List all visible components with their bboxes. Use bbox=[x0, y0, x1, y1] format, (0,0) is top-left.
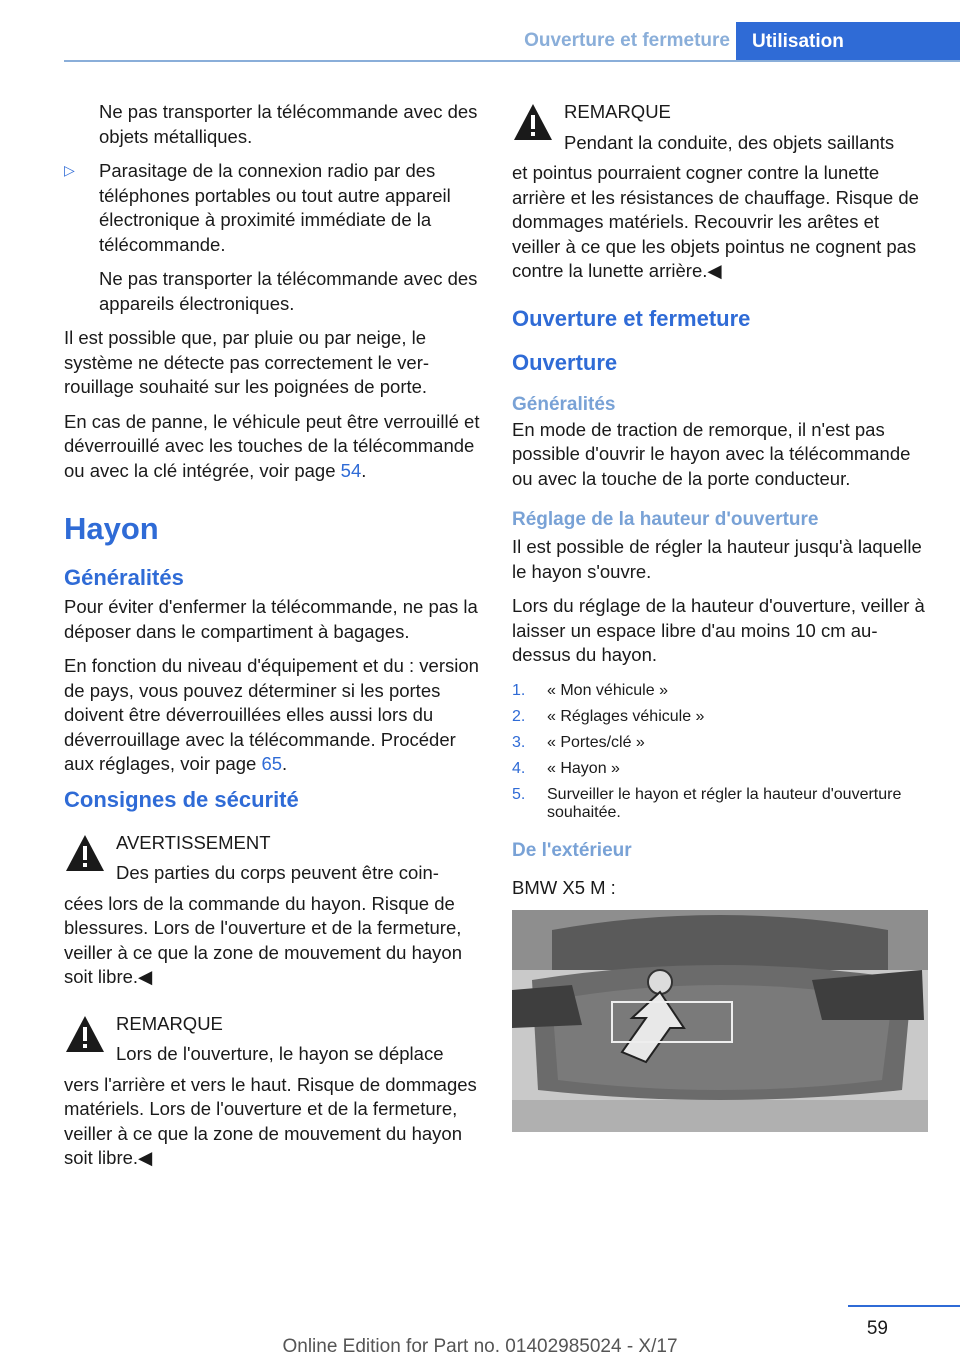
header-section-title: Ouverture et fermeture bbox=[524, 30, 730, 51]
left-column bbox=[64, 100, 480, 1193]
paragraph: En mode de traction de remorque, il n'est pas possible d'ouvrir le hayon avec la télécommande ou avec la touche de la porte conducteur. bbox=[512, 418, 911, 489]
notice-text: Lors de l'ouverture, le hayon se déplace bbox=[116, 1043, 444, 1064]
right-column bbox=[512, 100, 928, 1132]
bullet-text: Parasitage de la connexion radio par des téléphones portables ou tout autre appareil électronique à proximité immédiate de la télécommande. bbox=[99, 160, 451, 255]
warning-triangle-icon bbox=[64, 833, 106, 873]
list-item bbox=[512, 760, 928, 778]
bullet-item bbox=[64, 159, 480, 316]
header-rule bbox=[64, 60, 960, 62]
notice-text: Pendant la conduite, des objets saillants bbox=[564, 131, 895, 153]
list-item bbox=[512, 708, 928, 726]
notice-text-continued: vers l'arrière et vers le haut. Risque de dommages matériels. Lors de l'ouverture et de la fermeture, veiller à ce que la zone de mouvement du hayon soit libre.◀ bbox=[64, 1073, 477, 1168]
warning-triangle-icon bbox=[512, 102, 554, 142]
heading-ouverture-fermeture: Ouverture et fermeture bbox=[512, 305, 751, 331]
page-link-65[interactable]: 65 bbox=[261, 753, 283, 774]
page-link-54[interactable]: 54 bbox=[340, 459, 362, 481]
paragraph-text: En cas de panne, le véhicule peut être verrouillé et déverrouillé avec les touches de la télécommande ou avec la clé intégrée, voir page bbox=[64, 410, 480, 481]
notice-box bbox=[512, 100, 928, 284]
step-text: « Hayon » bbox=[547, 759, 620, 777]
warning-text: Des parties du corps peuvent être coin- bbox=[116, 862, 439, 883]
notice-title: REMARQUE bbox=[564, 101, 671, 122]
step-text: « Mon véhicule » bbox=[547, 681, 668, 699]
step-text: « Réglages véhicule » bbox=[547, 707, 705, 725]
page-number-rule bbox=[848, 1305, 960, 1307]
list-item bbox=[512, 682, 928, 700]
step-number: 3. bbox=[512, 733, 526, 751]
list-item bbox=[512, 734, 928, 752]
step-number: 4. bbox=[512, 759, 526, 777]
step-number: 5. bbox=[512, 785, 526, 803]
warning-box bbox=[64, 831, 480, 990]
paragraph-with-link: En cas de panne, le véhicule peut être verrouillé et déverrouillé avec les touches de la télécommande ou avec la clé intégrée, voir page 54. bbox=[64, 410, 480, 481]
paragraph: Lors du réglage de la hauteur d'ouverture, veiller à laisser un espace libre d'au moins 10 cm au-dessus du hayon. bbox=[512, 595, 925, 665]
paragraph: Ne pas transporter la télécommande avec des objets métalliques. bbox=[99, 101, 478, 147]
warning-triangle-icon bbox=[64, 1014, 106, 1054]
steps-list bbox=[512, 682, 928, 822]
paragraph: Pour éviter d'enfermer la télécommande, ne pas la déposer dans le compartiment à bagages. bbox=[64, 596, 478, 642]
paragraph: Il est possible de régler la hauteur jusqu'à laquelle le hayon s'ouvre. bbox=[512, 536, 922, 582]
step-number: 2. bbox=[512, 707, 526, 725]
heading-generalites: Généralités bbox=[64, 565, 184, 590]
step-number: 1. bbox=[512, 681, 526, 699]
heading-ouverture: Ouverture bbox=[512, 349, 618, 375]
triangle-bullet-icon: ▷ bbox=[64, 162, 75, 178]
heading-reglage-hauteur: Réglage de la hauteur d'ouverture bbox=[512, 509, 819, 530]
heading-hayon: Hayon bbox=[64, 511, 159, 546]
notice-box bbox=[64, 1012, 480, 1171]
heading-generalites: Généralités bbox=[512, 393, 616, 415]
paragraph: Il est possible que, par pluie ou par neige, le système ne détecte pas correctement le verrouillage souhaité sur les poignées de porte. bbox=[64, 327, 430, 397]
heading-de-l-exterieur: De l'extérieur bbox=[512, 839, 632, 861]
warning-text-continued: cées lors de la commande du hayon. Risque de blessures. Lors de l'ouverture et de la fermeture, veiller à ce que la zone de mouvement du hayon soit libre.◀ bbox=[64, 892, 463, 987]
step-text: Surveiller le hayon et régler la hauteur d'ouverture souhaitée. bbox=[547, 785, 902, 821]
list-item bbox=[512, 786, 928, 822]
page-number: 59 bbox=[866, 1318, 888, 1339]
paragraph-text: En fonction du niveau d'équipement et du : version de pays, vous pouvez déterminer si les portes doivent être déverrouillées elles aussi lors du déverrouillage avec la télécommande. Procéder aux réglages, voir page bbox=[64, 655, 479, 774]
paragraph: BMW X5 M : bbox=[512, 876, 616, 898]
tailgate-photo bbox=[512, 910, 928, 1132]
footer-edition-text: Online Edition for Part no. 01402985024 - X/17 bbox=[282, 1336, 678, 1357]
warning-title: AVERTISSEMENT bbox=[116, 831, 271, 853]
notice-text-continued: et pointus pourraient cogner contre la lunette arrière et les résistances de chauffage. Risque de dommages matériels. Recouvrir les arêtes et veiller à ce que les objets pointus ne cognent pas contre la lunette arrière.◀ bbox=[512, 162, 919, 281]
bullet-subtext: Ne pas transporter la télécommande avec des appareils électroniques. bbox=[99, 268, 478, 314]
step-text: « Portes/clé » bbox=[547, 733, 645, 751]
heading-consignes-securite: Consignes de sécurité bbox=[64, 786, 299, 812]
header-chapter-tab: Utilisation bbox=[736, 22, 960, 62]
paragraph-with-link: En fonction du niveau d'équipement et du : version de pays, vous pouvez déterminer si les portes doivent être déverrouillées elles aussi lors du déverrouillage avec la télécommande. Procéder aux réglages, voir page 65. bbox=[64, 655, 479, 774]
notice-title: REMARQUE bbox=[116, 1012, 223, 1034]
